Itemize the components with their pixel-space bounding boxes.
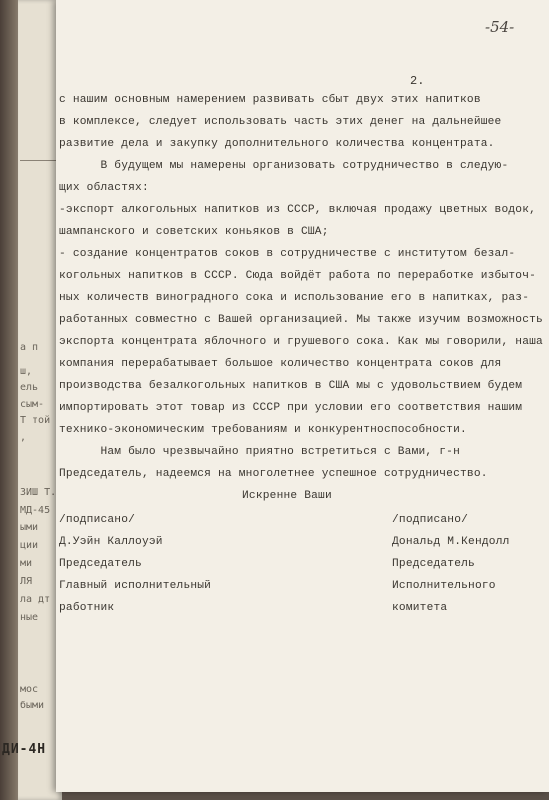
signatory-left-signed: /подписано/ <box>59 514 136 526</box>
signatory-left-title: Главный исполнительный <box>59 580 212 592</box>
signatory-right-title: комитета <box>392 602 448 614</box>
body-line: в комплексе, следует использовать часть этих денег на дальнейшее <box>59 116 502 128</box>
closing-phrase: Искренне Ваши <box>242 490 332 502</box>
archive-stamp: ДИ-4Н <box>2 742 47 757</box>
body-line: производства безалкогольных напитков в США мы с удовольствием будем <box>59 380 523 392</box>
signatory-right-signed: /подписано/ <box>392 514 469 526</box>
underlying-page-edge: а п ш, ель сым- Т той , ЗИШ Т. МД-45 ыми ции ми ЛЯ ла дт ные мос быми <box>18 0 62 800</box>
body-line: работанных совместно с Вашей организацией. Мы также изучим возможность <box>59 314 543 326</box>
archive-page-number: -54- <box>485 18 515 36</box>
body-line: экспорта концентрата яблочного и грушевого сока. Как мы говорили, наша <box>59 336 543 348</box>
body-line: с нашим основным намерением развивать сбыт двух этих напитков <box>59 94 481 106</box>
signatory-right-name: Дональд М.Кендолл <box>392 536 510 548</box>
document-page <box>56 0 549 792</box>
body-line: щих областях: <box>59 182 149 194</box>
body-line: ных количеств виноградного сока и использование его в напитках, раз- <box>59 292 530 304</box>
signatory-left-title: Председатель <box>59 558 142 570</box>
body-line: технико-экономическим требованиям и конкурентноспособности. <box>59 424 467 436</box>
body-line: Нам было чрезвычайно приятно встретиться с Вами, г-н <box>59 446 460 458</box>
body-line: - создание концентратов соков в сотрудничестве с институтом безал- <box>59 248 516 260</box>
signatory-right-title: Исполнительного <box>392 580 496 592</box>
body-line: -экспорт алкогольных напитков из СССР, включая продажу цветных водок, <box>59 204 537 216</box>
signatory-left-title: работник <box>59 602 115 614</box>
body-line: шампанского и советских коньяков в США; <box>59 226 329 238</box>
page-number: 2. <box>410 74 425 88</box>
body-line: В будущем мы намерены организовать сотрудничество в следую- <box>59 160 509 172</box>
body-line: развитие дела и закупку дополнительного количества концентрата. <box>59 138 495 150</box>
body-line: компания перерабатывает большое количество концентрата соков для <box>59 358 502 370</box>
signatory-left-name: Д.Уэйн Каллоуэй <box>59 536 163 548</box>
body-line: Председатель, надеемся на многолетнее успешное сотрудничество. <box>59 468 488 480</box>
signatory-right-title: Председатель <box>392 558 475 570</box>
body-line: импортировать этот товар из СССР при условии его соответствия нашим <box>59 402 523 414</box>
body-line: когольных напитков в СССР. Сюда войдёт работа по переработке избыточ- <box>59 270 537 282</box>
